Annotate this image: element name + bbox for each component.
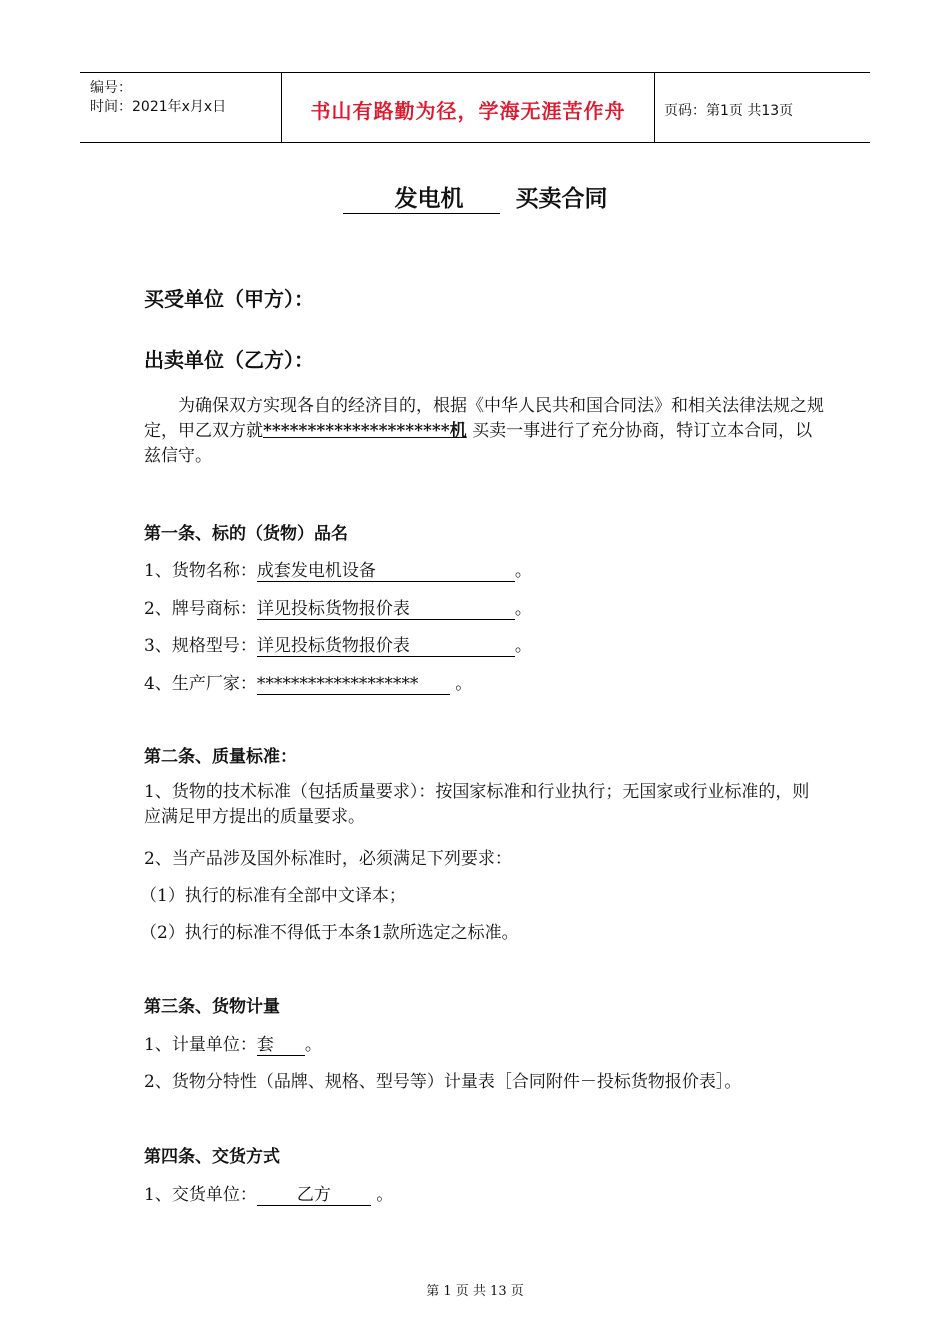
- article3-heading: 第三条、货物计量: [144, 997, 280, 1017]
- page-footer: 第 1 页 共 13 页: [426, 1284, 524, 1299]
- header-meta-cell: [80, 73, 282, 142]
- article3-unit-line: [144, 1030, 322, 1056]
- page-header: [80, 72, 870, 143]
- article1-item-2: [144, 594, 532, 620]
- article4-heading: 第四条、交货方式: [144, 1147, 280, 1167]
- article2-paragraph-4: （2）执行的标准不得低于本条1款所选定之标准。: [140, 923, 519, 943]
- header-page-label: 页码：第1页 共13页: [664, 103, 794, 119]
- article1-item-4: [144, 669, 472, 695]
- contract-title: [0, 180, 950, 214]
- document-time-label: 时间：2021年x月x日: [90, 99, 227, 115]
- article2-paragraph-1: 1、货物的技术标准（包括质量要求）：按国家标准和行业执行；无国家或行业标准的，则应满足甲方提出的质量要求。: [144, 782, 810, 827]
- title-rest: 买卖合同: [515, 186, 608, 212]
- item-label: 4、生产厂家：: [144, 674, 257, 694]
- item-label: 1、货物名称：: [144, 561, 257, 581]
- header-motto: 书山有路勤为径，学海无涯苦作舟: [310, 99, 626, 123]
- article4-unit-line: [144, 1180, 393, 1206]
- item-end: 。: [455, 674, 473, 694]
- article3-paragraph-2: 2、货物分特性（品牌、规格、型号等）计量表［合同附件－投标货物报价表］。: [144, 1072, 742, 1092]
- unit-label: 1、交货单位：: [144, 1185, 257, 1205]
- item-label: 3、规格型号：: [144, 636, 257, 656]
- article1-item-1: [144, 556, 532, 582]
- article1-item-3: [144, 631, 532, 657]
- unit-value: 乙方: [257, 1185, 371, 1206]
- header-page-cell: [655, 73, 870, 142]
- unit-end: 。: [304, 1035, 322, 1055]
- intro-before: 为确保双方实现各自的经济目的，根据《中华人民共和国合同法》和相关法律法规之规定，甲乙双方就: [144, 396, 824, 441]
- intro-paragraph: [144, 394, 824, 469]
- item-value: 详见投标货物报价表: [257, 599, 515, 620]
- article2-paragraph-3: （1）执行的标准有全部中文译本；: [140, 886, 406, 906]
- item-value: 详见投标货物报价表: [257, 636, 515, 657]
- document-number-label: 编号：: [90, 80, 132, 96]
- item-end: 。: [514, 636, 532, 656]
- item-value: *******************: [257, 674, 450, 695]
- item-end: 。: [514, 599, 532, 619]
- article1-heading: 第一条、标的（货物）品名: [144, 524, 348, 544]
- title-subject: 发电机: [343, 180, 500, 214]
- unit-end: 。: [376, 1185, 394, 1205]
- article2-heading: 第二条、质量标准：: [144, 747, 297, 767]
- intro-after: 买卖一事进行了充分协商，特订立本合同，以兹信守。: [144, 421, 813, 466]
- item-end: 。: [514, 561, 532, 581]
- item-label: 2、牌号商标：: [144, 599, 257, 619]
- buyer-party: 买受单位（甲方）：: [144, 287, 314, 311]
- unit-value: 套: [257, 1035, 305, 1056]
- unit-label: 1、计量单位：: [144, 1035, 257, 1055]
- article2-paragraph-2: 2、当产品涉及国外标准时，必须满足下列要求：: [144, 849, 512, 869]
- item-value: 成套发电机设备: [257, 561, 515, 582]
- intro-subject: *********************机: [263, 421, 467, 441]
- seller-party: 出卖单位（乙方）：: [144, 348, 314, 372]
- header-motto-cell: [282, 73, 655, 142]
